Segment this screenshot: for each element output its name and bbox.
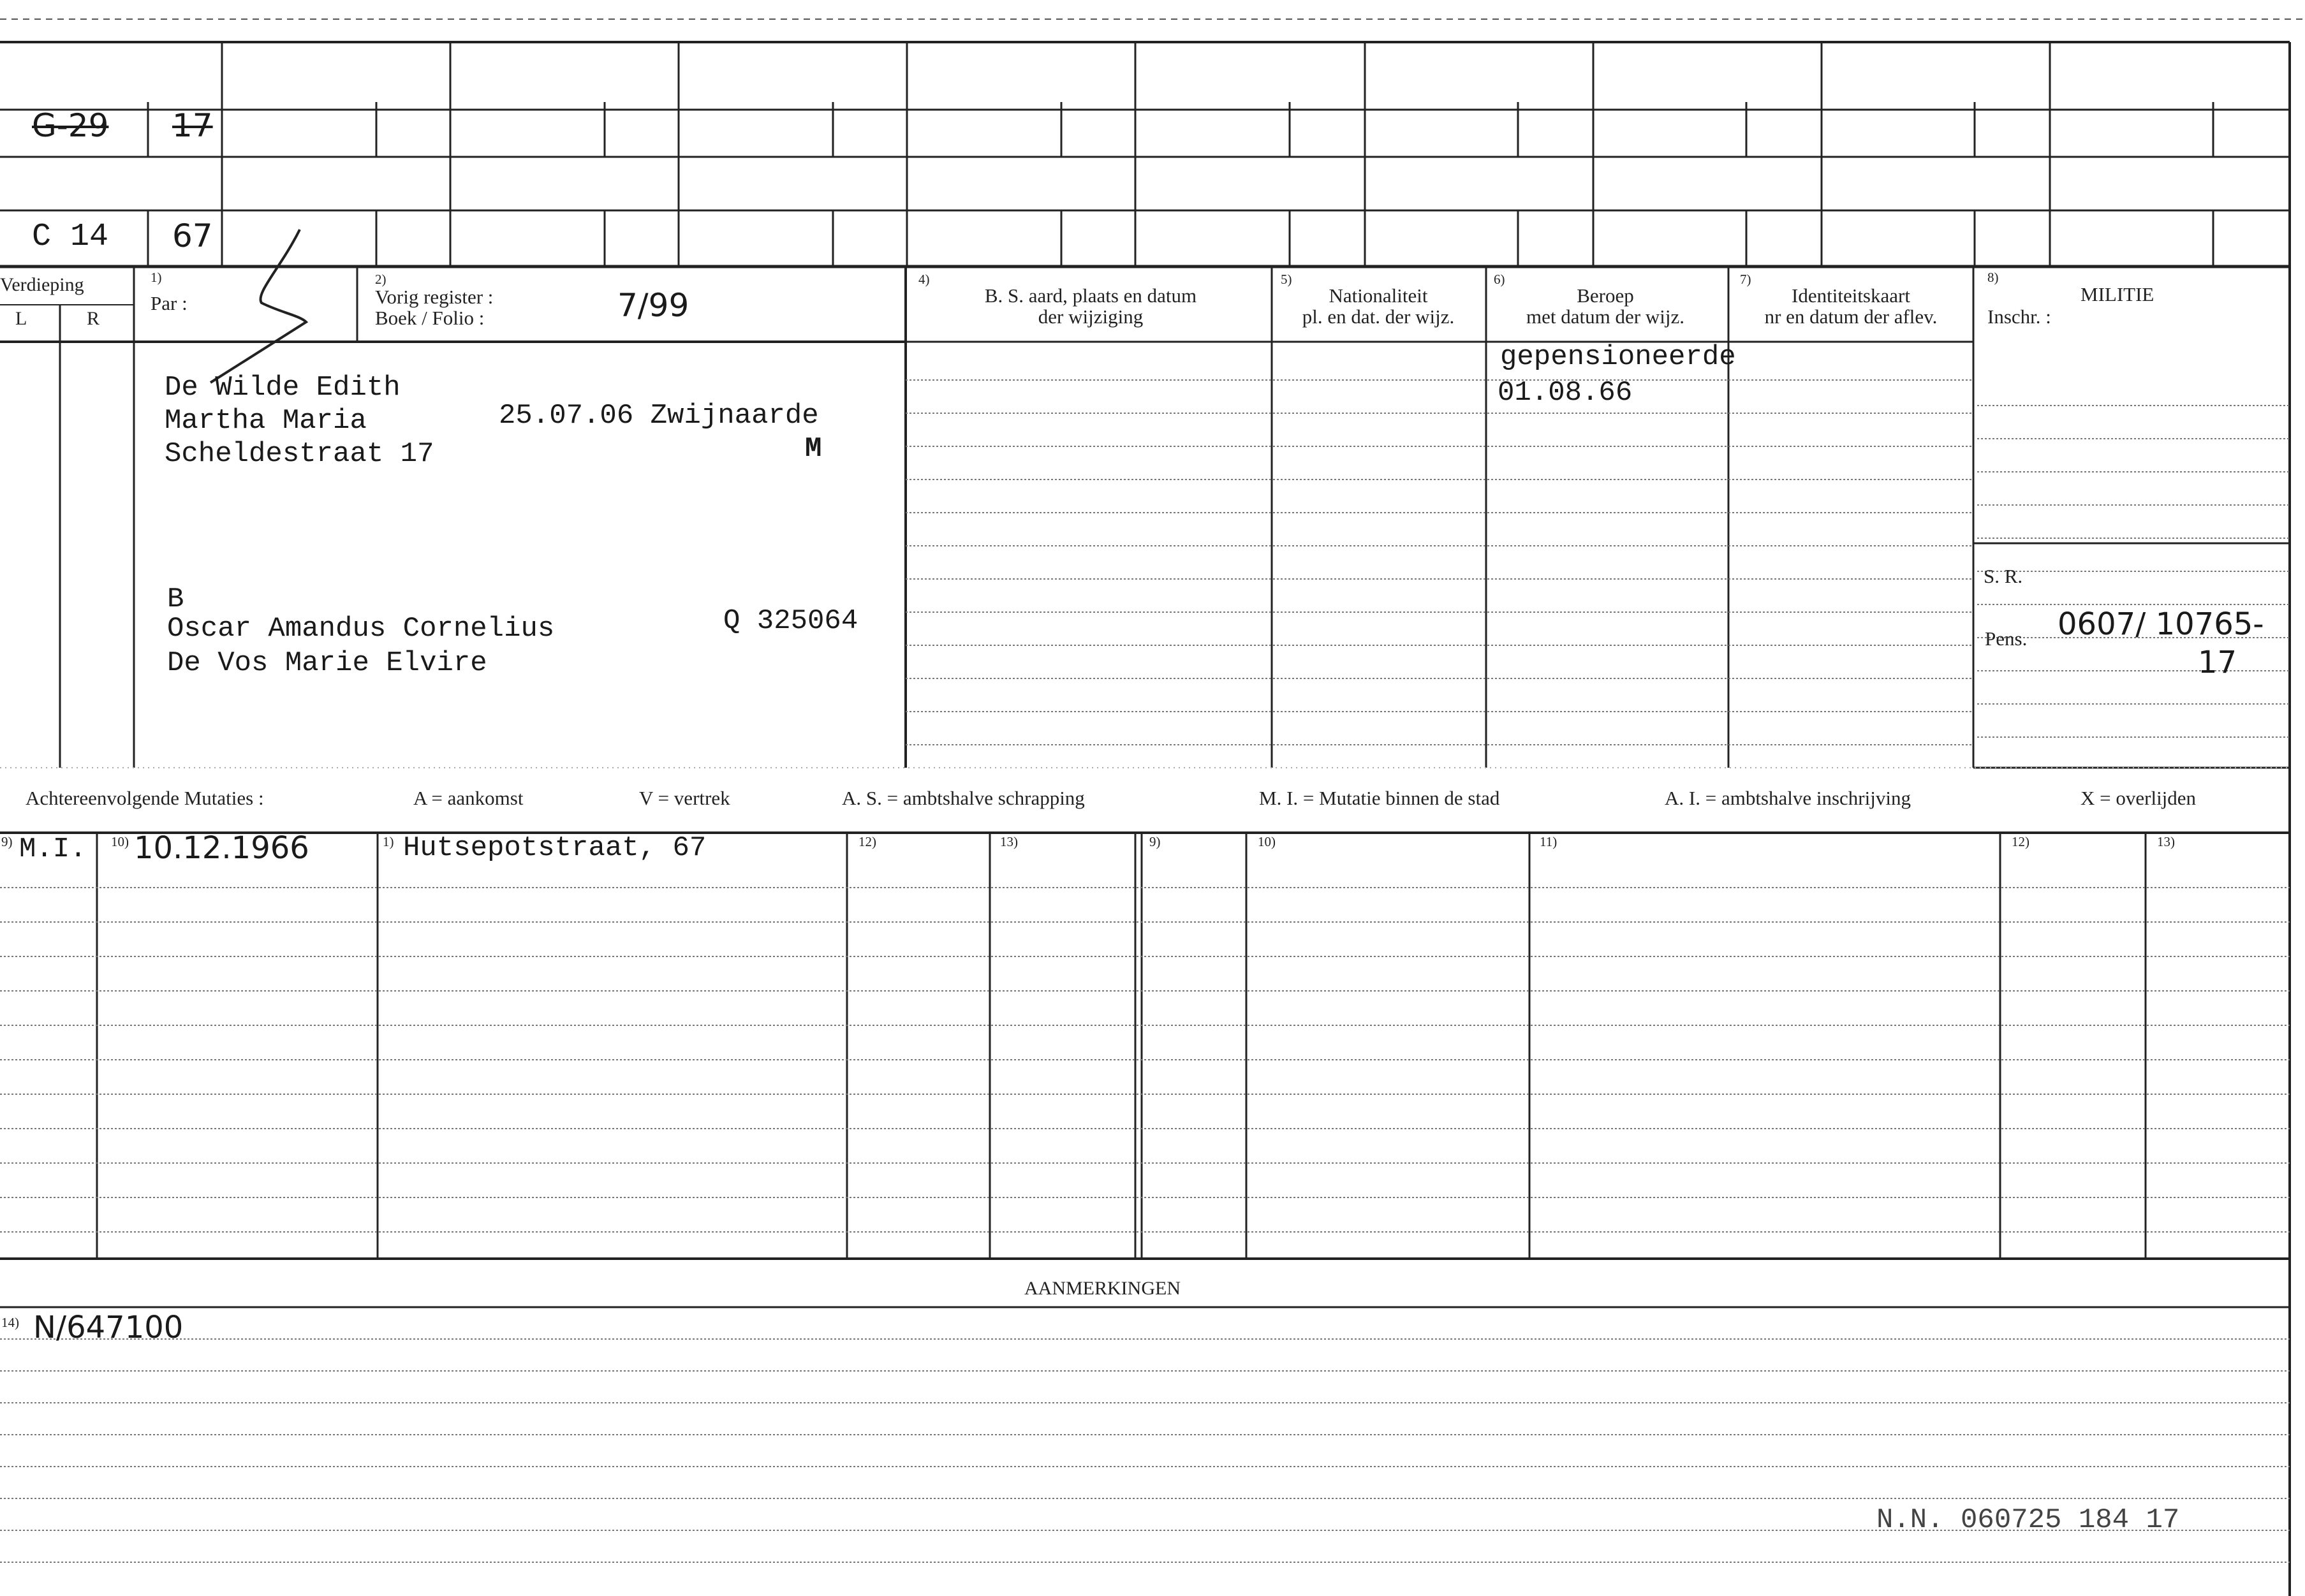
beroep-line2: met datum der wijz. xyxy=(1526,305,1684,328)
legend-mutatie-binnen-stad: M. I. = Mutatie binnen de stad xyxy=(1259,787,1500,809)
aanmerkingen-title: AANMERKINGEN xyxy=(1024,1278,1181,1299)
person-name-line2: Martha Maria xyxy=(165,405,367,437)
mut-h11-right: 11) xyxy=(1540,834,1558,849)
mut-h9-right: 9) xyxy=(1149,834,1161,849)
top-grid-number-2: 67 xyxy=(172,217,213,254)
person-birth: 25.07.06 Zwijnaarde xyxy=(499,400,819,432)
person-address: Scheldestraat 17 xyxy=(165,438,434,470)
national-number: N.N. 060725 184 17 xyxy=(1876,1504,2180,1536)
aanmerkingen-number: 14) xyxy=(1,1315,19,1330)
beroep-value: gepensioneerde xyxy=(1500,341,1736,373)
pens-value-line2: 17 xyxy=(2198,645,2237,680)
top-grid-number-1: 17 xyxy=(172,107,213,144)
mutatie-row1-address: Hutsepotstraat, 67 xyxy=(403,832,707,864)
inschr-label: Inschr. : xyxy=(1987,305,2051,328)
nationaliteit-line2: pl. en dat. der wijz. xyxy=(1302,305,1455,328)
par-label: Par : xyxy=(151,292,188,314)
top-grid-code-1: G-29 xyxy=(32,107,109,144)
legend-title: Achtereenvolgende Mutaties : xyxy=(26,787,264,809)
verdieping-l: L xyxy=(15,308,27,329)
aanmerkingen-value: N/647100 xyxy=(33,1310,184,1345)
mut-h9-left: 9) xyxy=(1,834,13,849)
legend-overlijden: X = overlijden xyxy=(2080,787,2197,809)
vorig-register-label: Vorig register : xyxy=(375,286,494,308)
mut-h13-left: 13) xyxy=(1000,834,1018,849)
verdieping-r: R xyxy=(87,308,100,329)
col4-number: 4) xyxy=(918,272,930,287)
pens-label: Pens. xyxy=(1985,627,2028,650)
legend-ambtshalve-inschrijving: A. I. = ambtshalve inschrijving xyxy=(1665,787,1911,809)
sr-label: S. R. xyxy=(1984,565,2023,587)
bs-header-line1: B. S. aard, plaats en datum xyxy=(984,284,1197,307)
vorig-register-value: 7/99 xyxy=(617,287,689,324)
mut-h12-left: 12) xyxy=(858,834,876,849)
mut-h12-right: 12) xyxy=(2012,834,2029,849)
handwritten-stroke xyxy=(210,230,306,383)
legend-aankomst: A = aankomst xyxy=(413,787,524,809)
mut-h11-left: 1) xyxy=(383,834,394,849)
col1-number: 1) xyxy=(151,270,162,285)
legend-ambtshalve-schrapping: A. S. = ambtshalve schrapping xyxy=(842,787,1085,809)
col5-number: 5) xyxy=(1281,272,1292,287)
identiteit-line1: Identiteitskaart xyxy=(1792,284,1910,307)
person-sex: M xyxy=(805,433,822,465)
mut-h10-right: 10) xyxy=(1258,834,1276,849)
parents-line2: De Vos Marie Elvire xyxy=(167,647,487,679)
mut-h13-right: 13) xyxy=(2157,834,2175,849)
pens-value: 0607/ 10765- xyxy=(2058,606,2264,642)
identiteit-line2: nr en datum der aflev. xyxy=(1764,305,1938,328)
mutatie-row1-date: 10.12.1966 xyxy=(134,830,309,866)
col8-number: 8) xyxy=(1987,270,1999,285)
mutatie-row1-type: M.I. xyxy=(19,833,87,865)
parents-b-label: B xyxy=(167,583,184,615)
verdieping-label: Verdieping xyxy=(0,274,84,295)
beroep-date: 01.08.66 xyxy=(1498,377,1633,409)
q-number: Q 325064 xyxy=(723,605,858,637)
col2-number: 2) xyxy=(375,272,387,287)
nationaliteit-line1: Nationaliteit xyxy=(1329,284,1428,307)
person-name-line1: De Wilde Edith xyxy=(165,372,401,404)
mut-h10-left: 10) xyxy=(111,834,129,849)
militie-label: MILITIE xyxy=(2080,283,2154,305)
beroep-line1: Beroep xyxy=(1577,284,1634,307)
legend-vertrek: V = vertrek xyxy=(639,787,730,809)
boek-folio-label: Boek / Folio : xyxy=(375,307,485,329)
parents-line1: Oscar Amandus Cornelius xyxy=(167,613,555,645)
col7-number: 7) xyxy=(1740,272,1751,287)
top-grid-code-2: C 14 xyxy=(32,219,109,255)
col6-number: 6) xyxy=(1494,272,1505,287)
bs-header-line2: der wijziging xyxy=(1038,305,1144,328)
